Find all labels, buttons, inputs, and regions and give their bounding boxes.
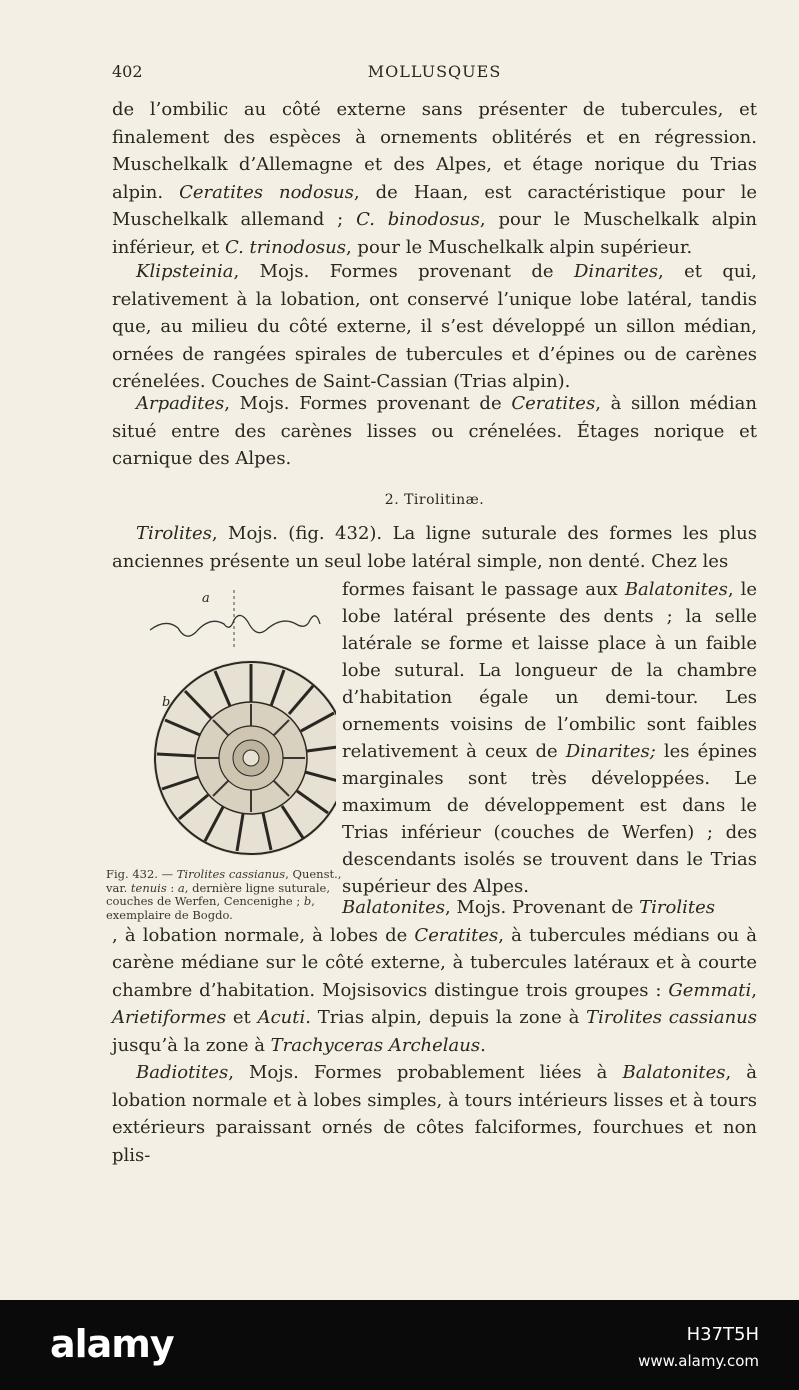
paragraph-tirolites-wrapped: formes faisant le passage aux Balatonites, le lobe latéral présente des dents ; la selle latérale se forme et laisse place à un faible lobe sutural. La longueur de la chambre d’habitation égale un demi-tour. Les ornements voisins de l’ombilic sont faibles relativement à ceux de Dinarites; les épines marginales sont très développées. Le maximum de développement est dans le Trias inférieur (couches de Werfen) ; des descendants isolés se trouvent dans le Trias supérieur des Alpes. [342, 579, 757, 897]
paragraph-tirolites: Tirolites, Mojs. (fig. 432). La ligne suturale des formes les plus anciennes présente un seul lobe latéral simple, non denté. Chez les [112, 523, 757, 572]
footer-url: www.alamy.com [638, 1352, 759, 1370]
image-id: H37T5H [686, 1324, 759, 1345]
figure-label-a: a [202, 591, 210, 606]
paragraph-badiotites: Badiotites, Mojs. Formes probablement liées à Balatonites, à lobation normale et à lobes simples, à tours intérieurs lisses et à tours extérieurs paraissant ornés de côtes falciformes, fourchues et non plis- [112, 1062, 757, 1166]
ammonite-illustration [106, 580, 336, 870]
paragraph-arpadites: Arpadites, Mojs. Formes provenant de Ceratites, à sillon médian situé entre des carènes lisses ou crénelées. Étages norique et carnique des Alpes. [112, 393, 757, 469]
figure-caption: Fig. 432. — Tirolites cassianus, Quenst., var. tenuis : a, dernière ligne suturale, couches de Werfen, Cencenighe ; b, exemplaire de Bogdo. [106, 867, 342, 922]
figure-label-b: b [162, 695, 171, 710]
watermark-footer [0, 1300, 799, 1390]
paragraph-klipsteinia: Klipsteinia, Mojs. Formes provenant de Dinarites, et qui, relativement à la lobation, ont conservé l’unique lobe latéral, tandis que, au milieu du côté externe, il s’est développé un sillon médian, ornées de rangées spirales de tubercules et d’épines ou de carènes crénelées. Couches de Saint-Cassian (Trias alpin). [112, 261, 757, 392]
alamy-logo: alamy [50, 1322, 174, 1366]
running-title: MOLLUSQUES [367, 62, 502, 81]
page-header [112, 62, 757, 86]
section-title: 2. Tirolitinæ. [384, 492, 485, 508]
page-number: 402 [112, 62, 143, 81]
paragraph-balatonites: Balatonites, Mojs. Provenant de Tirolites , à lobation normale, à lobes de Ceratites, à tubercules médians ou à carène médiane sur le côté externe, à tubercules latéraux et à courte chambre d’habitation. Mojsisovics distingue trois groupes : Gemmati, Arietiformes et Acuti. Trias alpin, depuis la zone à Tirolites cassianus jusqu’à la zone à Trachyceras Archelaus. Badiotites, Mojs. Formes probablement liées à Balatonites, à lobation normale et à lobes simples, à tours intérieurs lisses et à tours extérieurs paraissant ornés de côtes falciformes, fourchues et non plis- [112, 894, 757, 1169]
paragraph-ceratites: de l’ombilic au côté externe sans présenter de tubercules, et finalement des espèces à ornements oblitérés et en régression. Muschelkalk d’Allemagne et des Alpes, et étage norique du Trias alpin. Ceratites nodosus, de Haan, est caractéristique pour le Muschelkalk allemand ; C. binodosus, pour le Muschelkalk alpin inférieur, et C. trinodosus, pour le Muschelkalk alpin supérieur. [112, 99, 758, 258]
